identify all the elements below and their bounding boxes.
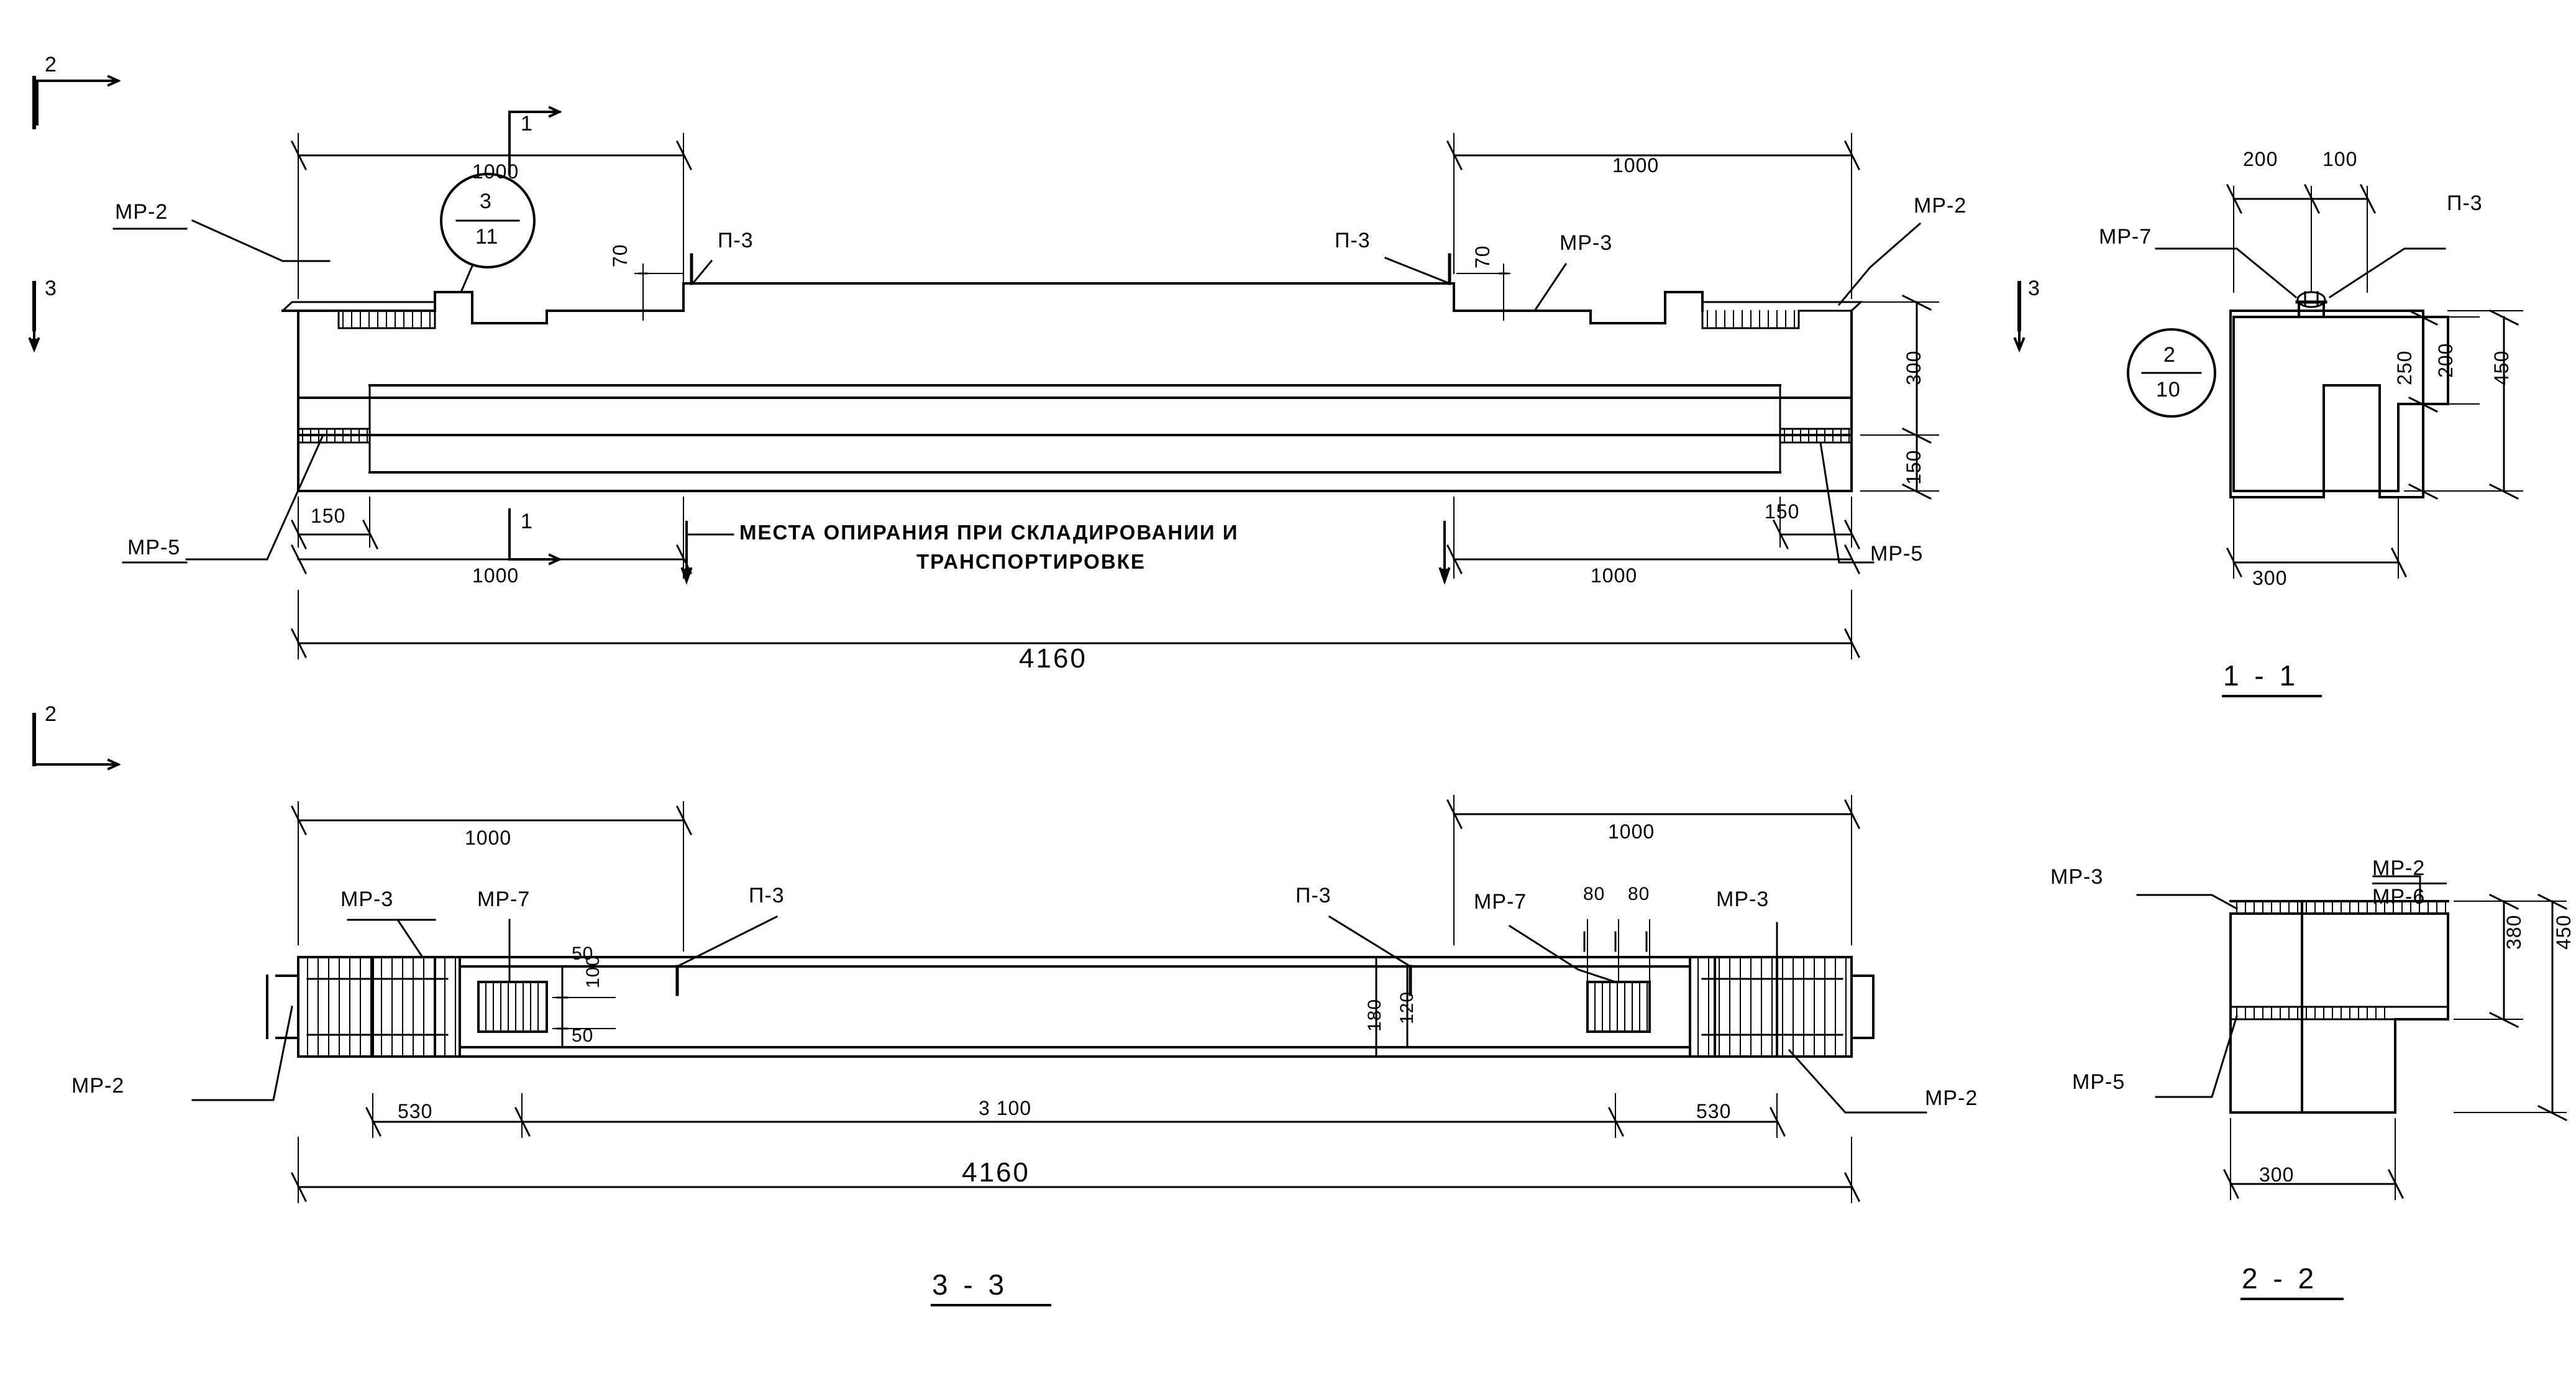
section11-dim-200: 200 <box>2243 148 2278 170</box>
section22-mark-mr3: МР-3 <box>2050 865 2104 889</box>
section33-dim-50-top: 50 <box>572 943 594 964</box>
mark-mr3-top: МР-3 <box>1560 231 1613 255</box>
section11-mark-p3: П-3 <box>2447 191 2483 215</box>
section33-dim-1000-right: 1000 <box>1608 820 1655 843</box>
section-mark-1-bottom: 1 <box>521 510 533 533</box>
section33-mark-p3-left: П-3 <box>749 884 785 907</box>
section33-title: 3 - 3 <box>932 1268 1008 1301</box>
detail-callout-11-bottom: 11 <box>475 225 499 249</box>
storage-note-line2: ТРАНСПОРТИРОВКЕ <box>916 550 1146 573</box>
section22-title: 2 - 2 <box>2242 1262 2318 1295</box>
section-mark-3-right: 3 <box>2028 277 2040 300</box>
section33-mark-mr2-right: МР-2 <box>1925 1086 1978 1110</box>
section33-dim-80-a: 80 <box>1583 884 1605 904</box>
section-mark-2-bottom: 2 <box>45 702 57 726</box>
dim-4160-elevation: 4160 <box>1019 643 1087 674</box>
section33-dim-1000-left: 1000 <box>465 827 512 849</box>
mark-p3-left: П-3 <box>718 229 754 252</box>
mark-mr2-left: МР-2 <box>115 200 168 224</box>
section11-dim-300: 300 <box>2252 567 2288 589</box>
section33-mark-mr7-right: МР-7 <box>1474 890 1527 914</box>
section33-dim-180: 180 <box>1364 998 1385 1032</box>
section-mark-3-left: 3 <box>45 277 57 300</box>
section33-dim-4160: 4160 <box>962 1157 1030 1188</box>
storage-note-line1: МЕСТА ОПИРАНИЯ ПРИ СКЛАДИРОВАНИИ И <box>739 521 1239 544</box>
section33-mark-mr2-left: МР-2 <box>71 1074 125 1098</box>
mr2-mr6-divider <box>2372 883 2447 884</box>
section11-dim-100: 100 <box>2323 148 2358 170</box>
section22-dim-300: 300 <box>2259 1163 2295 1186</box>
dim-70-right: 70 <box>1471 245 1494 268</box>
section33-dim-3100: 3 100 <box>979 1097 1032 1119</box>
section22-dim-450: 450 <box>2552 914 2575 950</box>
section33-mark-mr3-left: МР-3 <box>340 888 394 911</box>
section22-mark-mr2: МР-2 <box>2372 856 2426 880</box>
section11-title: 1 - 1 <box>2223 659 2300 692</box>
dim-1000-top-right: 1000 <box>1612 154 1660 177</box>
dim-150-right: 150 <box>1765 500 1800 523</box>
mark-mr5-right: МР-5 <box>1870 542 1924 566</box>
section11-detail-callout-10: 10 <box>2156 378 2181 401</box>
section11-dim-250: 250 <box>2393 350 2416 385</box>
dim-300-right: 300 <box>1902 350 1925 385</box>
detail-callout-3-top: 3 <box>480 190 492 213</box>
dim-150-right-vertical: 150 <box>1902 449 1925 485</box>
section-mark-2-top: 2 <box>45 53 57 76</box>
dim-1000-bottom-left: 1000 <box>472 564 519 587</box>
mark-mr5-left: МР-5 <box>127 536 181 559</box>
section33-dim-80-b: 80 <box>1628 884 1650 904</box>
section22-mark-mr5: МР-5 <box>2072 1070 2126 1094</box>
section33-mark-mr3-right: МР-3 <box>1716 888 1770 911</box>
section33-mark-p3-right: П-3 <box>1295 884 1331 907</box>
section22-dim-380: 380 <box>2503 914 2525 950</box>
section33-dim-530-right: 530 <box>1696 1100 1732 1122</box>
dim-70-left: 70 <box>609 244 631 267</box>
dim-150-left: 150 <box>311 505 346 527</box>
section11-mark-mr7: МР-7 <box>2099 225 2152 249</box>
section33-mark-mr7-left: МР-7 <box>477 888 531 911</box>
section33-dim-100: 100 <box>583 955 603 988</box>
section11-dim-450: 450 <box>2490 350 2513 385</box>
section22-mark-mr6: МР-6 <box>2372 885 2426 909</box>
dim-1000-top-left: 1000 <box>472 160 519 183</box>
section33-dim-50-bottom: 50 <box>572 1025 594 1046</box>
section11-detail-callout-2: 2 <box>2163 343 2176 367</box>
mark-mr2-right: МР-2 <box>1914 194 1967 218</box>
section-mark-1-top: 1 <box>521 112 533 135</box>
section33-dim-120: 120 <box>1397 991 1417 1024</box>
mark-p3-right: П-3 <box>1335 229 1371 252</box>
dim-1000-bottom-right: 1000 <box>1591 564 1638 587</box>
section33-dim-530-left: 530 <box>398 1100 433 1122</box>
section11-dim-200-vertical: 200 <box>2434 342 2457 378</box>
